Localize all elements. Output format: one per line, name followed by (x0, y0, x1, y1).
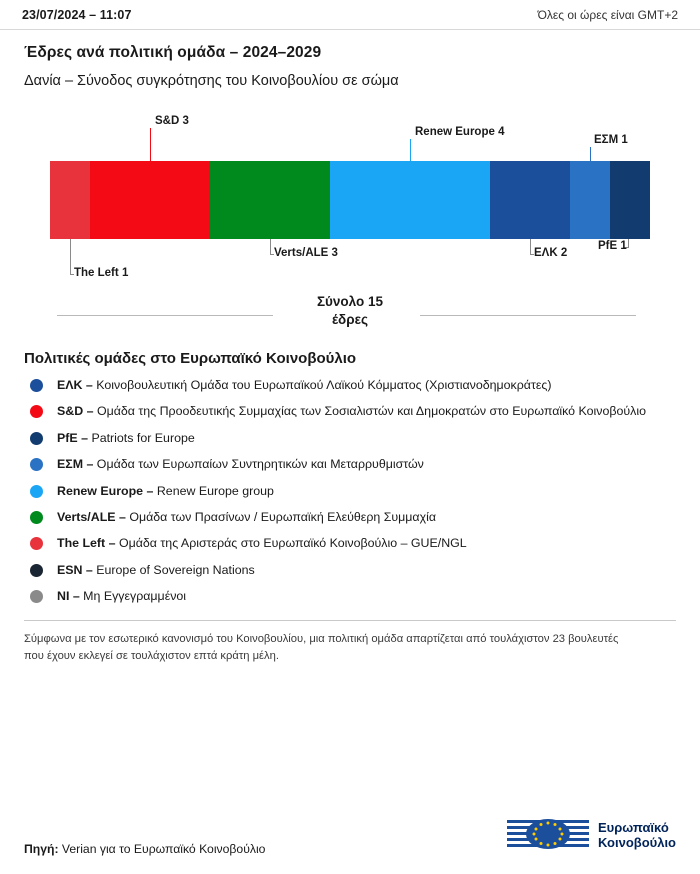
leader-line-esm (590, 147, 591, 161)
source-key: Πηγή: (24, 842, 59, 856)
legend-color-dot-renew-europe (30, 485, 43, 498)
legend-color-dot-sd (30, 405, 43, 418)
bar-segment-elk[interactable] (490, 161, 570, 239)
legend-item-esm[interactable] (24, 456, 676, 472)
callout-verts-ale: Verts/ALE 3 (274, 247, 338, 259)
source-value: Verian για το Ευρωπαϊκό Κοινοβούλιο (58, 842, 266, 856)
footer (0, 814, 700, 856)
legend-color-dot-ni (30, 590, 43, 603)
legend-desc-renew-europe: Renew Europe group (153, 483, 274, 498)
bar-segment-esm[interactable] (570, 161, 610, 239)
legend-color-dot-esn (30, 564, 43, 577)
callout-elk: ΕΛΚ 2 (534, 247, 568, 259)
legend-color-dot-verts-ale (30, 511, 43, 524)
total-seats-label: Σύνολο 15 (316, 294, 384, 309)
bar-segment-verts-ale[interactable] (210, 161, 330, 239)
legend (0, 367, 700, 604)
leader-line-pfe (628, 239, 629, 247)
legend-item-renew-europe[interactable] (24, 483, 676, 499)
callout-pfe: PfE 1 (598, 240, 627, 252)
timezone-label: Όλες οι ώρες είναι GMT+2 (537, 7, 678, 22)
legend-desc-the-left: Ομάδα της Αριστεράς στο Ευρωπαϊκό Κοινοβούλιο – GUE/NGL (115, 536, 467, 551)
legend-item-sd[interactable] (24, 403, 676, 419)
leader-line-renew-europe (410, 139, 411, 161)
legend-abbr-the-left: The Left – (57, 536, 116, 551)
legend-color-dot-esm (30, 458, 43, 471)
leader-line-verts-ale (270, 239, 271, 254)
legend-abbr-ni: NI – (57, 589, 80, 603)
legend-desc-pfe: Patriots for Europe (88, 430, 195, 445)
top-info-bar (0, 0, 700, 30)
timestamp-label: 23/07/2024 – 11:07 (22, 7, 132, 22)
legend-abbr-sd: S&D – (57, 404, 94, 419)
total-seats-unit: έδρες (331, 312, 369, 328)
divider-left (57, 315, 273, 316)
legend-item-ni[interactable] (24, 588, 676, 604)
stacked-bar (50, 161, 650, 239)
legend-desc-verts-ale: Ομάδα των Πρασίνων / Ευρωπαϊκή Ελεύθερη Συμμαχία (125, 509, 437, 524)
callout-esm: ΕΣΜ 1 (594, 134, 628, 146)
bar-segment-the-left[interactable] (50, 161, 90, 239)
chart-header (0, 30, 700, 89)
logo-line-1: Ευρωπαϊκό (597, 819, 669, 835)
legend-abbr-verts-ale: Verts/ALE – (57, 509, 126, 524)
legend-item-verts-ale[interactable] (24, 509, 676, 525)
callout-renew-europe: Renew Europe 4 (415, 126, 505, 138)
legend-item-the-left[interactable] (24, 535, 676, 551)
source-line (24, 842, 265, 856)
bar-segment-pfe[interactable] (610, 161, 650, 239)
callout-the-left: The Left 1 (74, 267, 129, 279)
bar-segment-sd[interactable] (90, 161, 210, 239)
page-title: Έδρες ανά πολιτική ομάδα – 2024–2029 (24, 44, 322, 61)
total-seats (0, 293, 700, 329)
leader-line-the-left (70, 239, 71, 274)
legend-desc-ni: Μη Εγγεγραμμένοι (79, 589, 187, 603)
legend-color-dot-the-left (30, 537, 43, 550)
legend-item-pfe[interactable] (24, 430, 676, 446)
legend-title: Πολιτικές ομάδες στο Ευρωπαϊκό Κοινοβούλιο (24, 350, 357, 367)
legend-desc-sd: Ομάδα της Προοδευτικής Συμμαχίας των Σοσιαλιστών και Δημοκρατών στο Ευρωπαϊκό Κοινοβούλιο (93, 404, 646, 419)
callout-sd: S&D 3 (155, 115, 189, 127)
logo-wordmark (598, 820, 676, 851)
leader-line-sd (150, 128, 151, 161)
legend-desc-elk: Κοινοβουλευτική Ομάδα του Ευρωπαϊκού Λαϊκού Κόμματος (Χριστιανοδημοκράτες) (92, 378, 552, 392)
leader-line-elk (530, 239, 531, 254)
legend-abbr-renew-europe: Renew Europe – (57, 483, 154, 498)
legend-abbr-elk: ΕΛΚ – (57, 378, 93, 392)
legend-color-dot-pfe (30, 432, 43, 445)
footnote: Σύμφωνα με τον εσωτερικό κανονισμό του Κοινοβουλίου, μια πολιτική ομάδα απαρτίζεται από τουλάχιστον 23 βουλευτές που έχουν εκλεγεί σε τουλάχιστον επτά κράτη μέλη. (24, 633, 619, 662)
european-parliament-logo (507, 814, 676, 856)
divider-right (420, 315, 636, 316)
seats-stacked-bar-chart (0, 103, 700, 348)
eu-flag-icon (507, 814, 589, 856)
legend-color-dot-elk (30, 379, 43, 392)
legend-abbr-esm: ΕΣΜ – (57, 457, 94, 472)
legend-abbr-pfe: PfE – (57, 430, 88, 445)
page-subtitle: Δανία – Σύνοδος συγκρότησης του Κοινοβουλίου σε σώμα (24, 73, 399, 89)
bar-segment-renew-europe[interactable] (330, 161, 490, 239)
legend-abbr-esn: ESN – (57, 562, 93, 577)
legend-desc-esm: Ομάδα των Ευρωπαίων Συντηρητικών και Μεταρρυθμιστών (93, 457, 424, 472)
legend-item-elk[interactable] (24, 377, 676, 393)
logo-line-2: Κοινοβούλιο (597, 835, 676, 850)
legend-item-esn[interactable] (24, 562, 676, 578)
legend-desc-esn: Europe of Sovereign Nations (92, 562, 255, 577)
